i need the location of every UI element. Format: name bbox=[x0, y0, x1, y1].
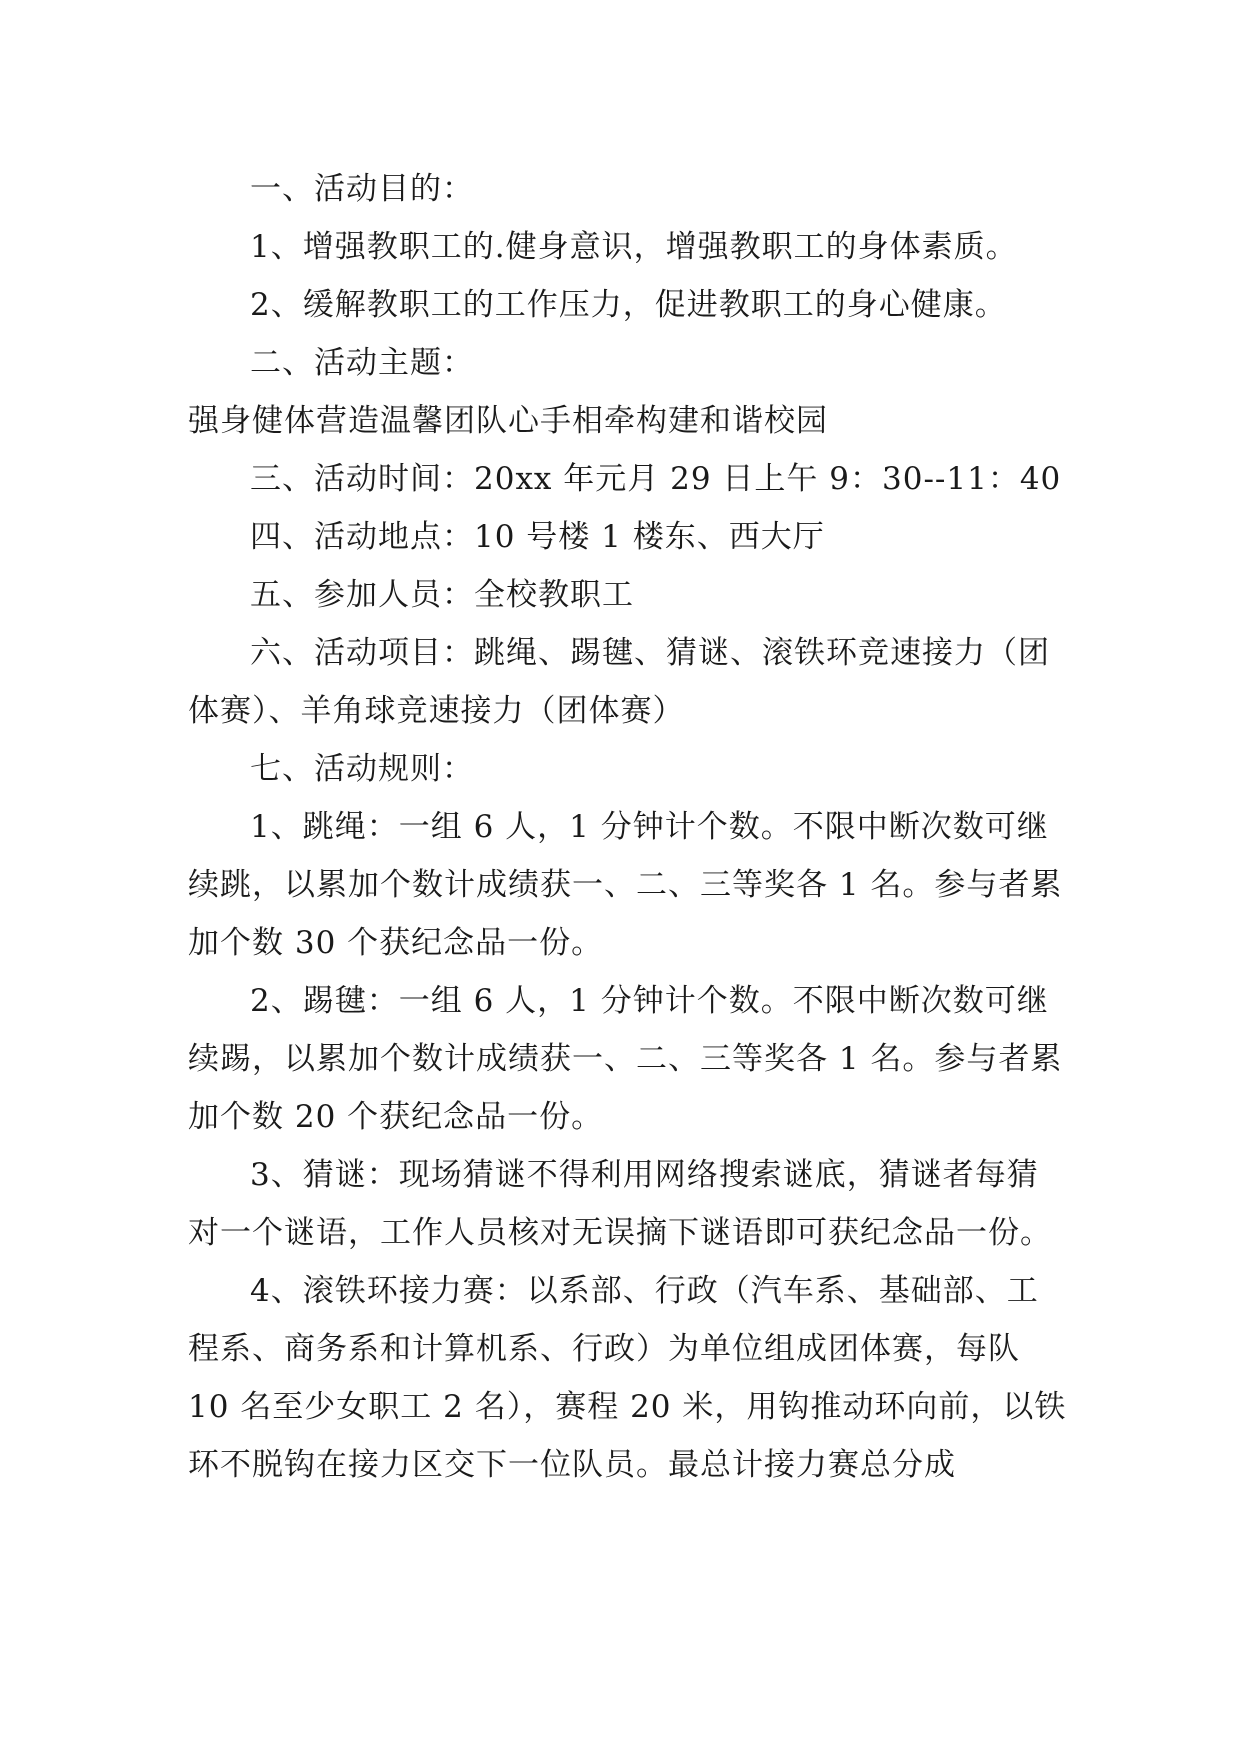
rule-hoop-relay: 4、滚铁环接力赛：以系部、行政（汽车系、基础部、工程系、商务系和计算机系、行政）为单位组成团体赛，每队 10 名至少女职工 2 名），赛程 20 米，用钩推动环向前，以铁环不脱钩在接力区交下一位队员。最总计接力赛总分成 bbox=[188, 1273, 1067, 1483]
rule-jump-rope: 1、跳绳：一组 6 人，1 分钟计个数。不限中断次数可继续跳，以累加个数计成绩获一、二、三等奖各 1 名。参与者累加个数 30 个获纪念品一份。 bbox=[188, 809, 1063, 961]
heading-activity-purpose: 一、活动目的： bbox=[250, 171, 474, 207]
heading-activity-rules: 七、活动规则： bbox=[250, 751, 474, 787]
participants: 五、参加人员：全校教职工 bbox=[250, 577, 634, 613]
document-body bbox=[188, 160, 1068, 1494]
rule-riddles: 3、猜谜：现场猜谜不得利用网络搜索谜底，猜谜者每猜对一个谜语，工作人员核对无误摘下谜语即可获纪念品一份。 bbox=[188, 1157, 1052, 1251]
rule-shuttlecock: 2、踢毽：一组 6 人，1 分钟计个数。不限中断次数可继续踢，以累加个数计成绩获一、二、三等奖各 1 名。参与者累加个数 20 个获纪念品一份。 bbox=[188, 983, 1063, 1135]
purpose-item-2: 2、缓解教职工的工作压力，促进教职工的身心健康。 bbox=[250, 287, 1007, 323]
purpose-item-1: 1、增强教职工的.健身意识，增强教职工的身体素质。 bbox=[250, 229, 1018, 265]
activity-theme-text: 强身健体营造温馨团队心手相牵构建和谐校园 bbox=[188, 403, 828, 439]
activity-items: 六、活动项目：跳绳、踢毽、猜谜、滚铁环竞速接力（团体赛）、羊角球竞速接力（团体赛） bbox=[188, 635, 1050, 729]
activity-time: 三、活动时间：20xx 年元月 29 日上午 9：30--11：40 bbox=[250, 461, 1062, 497]
heading-activity-theme: 二、活动主题： bbox=[250, 345, 474, 381]
activity-location: 四、活动地点：10 号楼 1 楼东、西大厅 bbox=[250, 519, 825, 555]
